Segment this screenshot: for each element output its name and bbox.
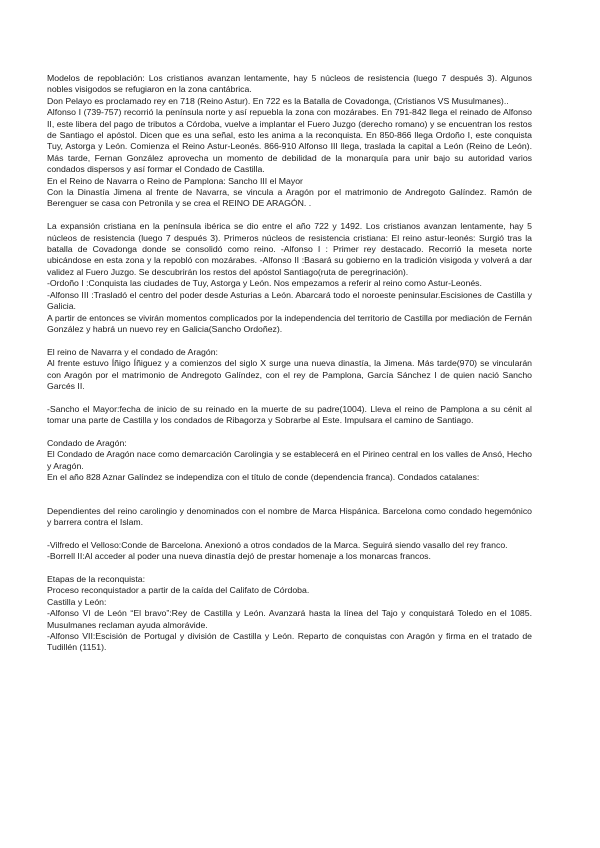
paragraph-navarra-heading: En el Reino de Navarra o Reino de Pamplona: Sancho III el Mayor <box>47 175 303 186</box>
paragraph-alfonso-iii: -Alfonso III :Trasladó el centro del poder desde Asturias a León. Abarcará todo el noroeste peninsular.Escisiones de Castilla y Galicia. <box>47 289 532 312</box>
paragraph-sancho-mayor: -Sancho el Mayor:fecha de inicio de su reinado en la muerte de su padre(1004). Lleva el reino de Pamplona a su cénit al tomar una parte de Castilla y los condados de Ribagorza y Sobrarbe al Este. Impulsara el camino de Santiago. <box>47 403 532 426</box>
paragraph-condado-aragon: El Condado de Aragón nace como demarcación Carolingia y se establecerá en el Pirineo central en los valles de Ansó, Hecho y Aragón. <box>47 449 532 471</box>
paragraph-marca-hispanica: Dependientes del reino carolingio y denominados con el nombre de Marca Hispánica. Barcelona como condado hegemónico y barrera contra el Islam. <box>47 505 532 527</box>
paragraph-alfonso-i: Alfonso I (739-757) recorrió la península norte y así repuebla la zona con mozárabes. En 791-842 llega el reinado de Alfonso II, este libera del pago de tributos a Córdoba, vuelve a implantar el Fuero Juzgo (derecho romano) y se encuentran los restos de Santiago el apóstol. Dicen que es una señal, esto les anima a la reconquista. En 850-866 llega Ordoño I, este conquista Tuy, Astorga y León. Comienza el Reino Astur-Leonés. 866-910 Alfonso III llega, traslada la capital a León (Reino de León). Más tarde, Fernan González aprovecha un momento de debilidad de la monarquía para unir bajo su autoridad varios condados dispersos y así formar el Condado de Castilla. <box>47 107 532 175</box>
paragraph-inigo: Al frente estuvo Íñigo Íñiguez y a comienzos del siglo X surge una nueva dinastía, la Jimena. Más tarde(970) se vincularán con Aragón por el matrimonio de Andregoto Galíndez, con el rey de Pamplona, García Sánchez I de quien nació Sancho Garcés II. <box>47 358 532 391</box>
paragraph-ordono: -Ordoño I :Conquista las ciudades de Tuy, Astorga y León. Nos empezamos a referir al reino como Astur-Leonés. <box>47 278 482 289</box>
paragraph-modelos: Modelos de repoblación: Los cristianos avanzan lentamente, hay 5 núcleos de resistencia (luego 7 después 3). Algunos nobles visigodos se refugiaron en la zona cantábrica. <box>47 73 532 95</box>
spacer <box>47 392 532 403</box>
paragraph-dinastia-jimena: Con la Dinastía Jimena al frente de Navarra, se vincula a Aragón por el matrimonio de Andregoto Galíndez. Ramón de Berenguer se casa con Petronila y se crea el REINO DE ARAGÓN. . <box>47 187 532 209</box>
spacer <box>47 210 532 221</box>
document-page <box>47 73 532 654</box>
heading-castilla-leon: Castilla y León: <box>47 596 107 607</box>
paragraph-alfonso-vi: -Alfonso VI de León “El bravo”:Rey de Castilla y León. Avanzará hasta la línea del Tajo y conquistará Toledo en el 1085. Musulmanes reclaman ayuda almorávide. <box>47 608 532 630</box>
paragraph-pelayo: Don Pelayo es proclamado rey en 718 (Reino Astur). En 722 es la Batalla de Covadonga, (Cristianos VS Musulmanes).. <box>47 95 509 106</box>
heading-navarra-aragon: El reino de Navarra y el condado de Aragón: <box>47 346 218 357</box>
spacer <box>47 484 532 506</box>
spacer <box>47 335 532 346</box>
paragraph-borrell: -Borrell II:Al acceder al poder una nueva dinastía dejó de prestar homenaje a los monarcas francos. <box>47 551 431 562</box>
paragraph-expansion: La expansión cristiana en la península ibérica se dio entre el año 722 y 1492. Los cristianos avanzan lentamente, hay 5 núcleos de resistencia (luego 7 después 3). Primeros núcleos de resistencia cristiana: El reino astur-leonés: Surgió tras la batalla de Covadonga donde se consolidó como reino. -Alfonso I : Primer rey destacado. Recorrió la meseta norte ubicándose en esta zona y la repobló con mozárabes. -Alfonso II :Basará su gobierno en la tradición visigoda y volverá a dar validez al Fuero Juzgo. Se descubrirán los restos del apóstol Santiago(ruta de peregrinación). <box>47 221 532 277</box>
paragraph-alfonso-vii: -Alfonso VII:Escisión de Portugal y división de Castilla y León. Reparto de conquistas con Aragón y firma en el tratado de Tudillén (1151). <box>47 631 532 653</box>
paragraph-aznar: En el año 828 Aznar Galíndez se independiza con el título de conde (dependencia franca). Condados catalanes: <box>47 472 480 483</box>
heading-condado-aragon: Condado de Aragón: <box>47 437 127 448</box>
spacer <box>47 427 532 438</box>
heading-etapas: Etapas de la reconquista: <box>47 573 146 584</box>
paragraph-vilfredo: -Vilfredo el Velloso:Conde de Barcelona. Anexionó a otros condados de la Marca. Seguirá siendo vasallo del rey franco. <box>47 539 508 550</box>
spacer <box>47 528 532 539</box>
paragraph-castilla-galicia: A partir de entonces se vivirán momentos complicados por la independencia del territorio de Castilla por mediación de Fernán González y habrá un nuevo rey en Galicia(Sancho Ordoñez). <box>47 312 532 334</box>
paragraph-proceso: Proceso reconquistador a partir de la caída del Califato de Córdoba. <box>47 585 310 596</box>
spacer <box>47 563 532 574</box>
